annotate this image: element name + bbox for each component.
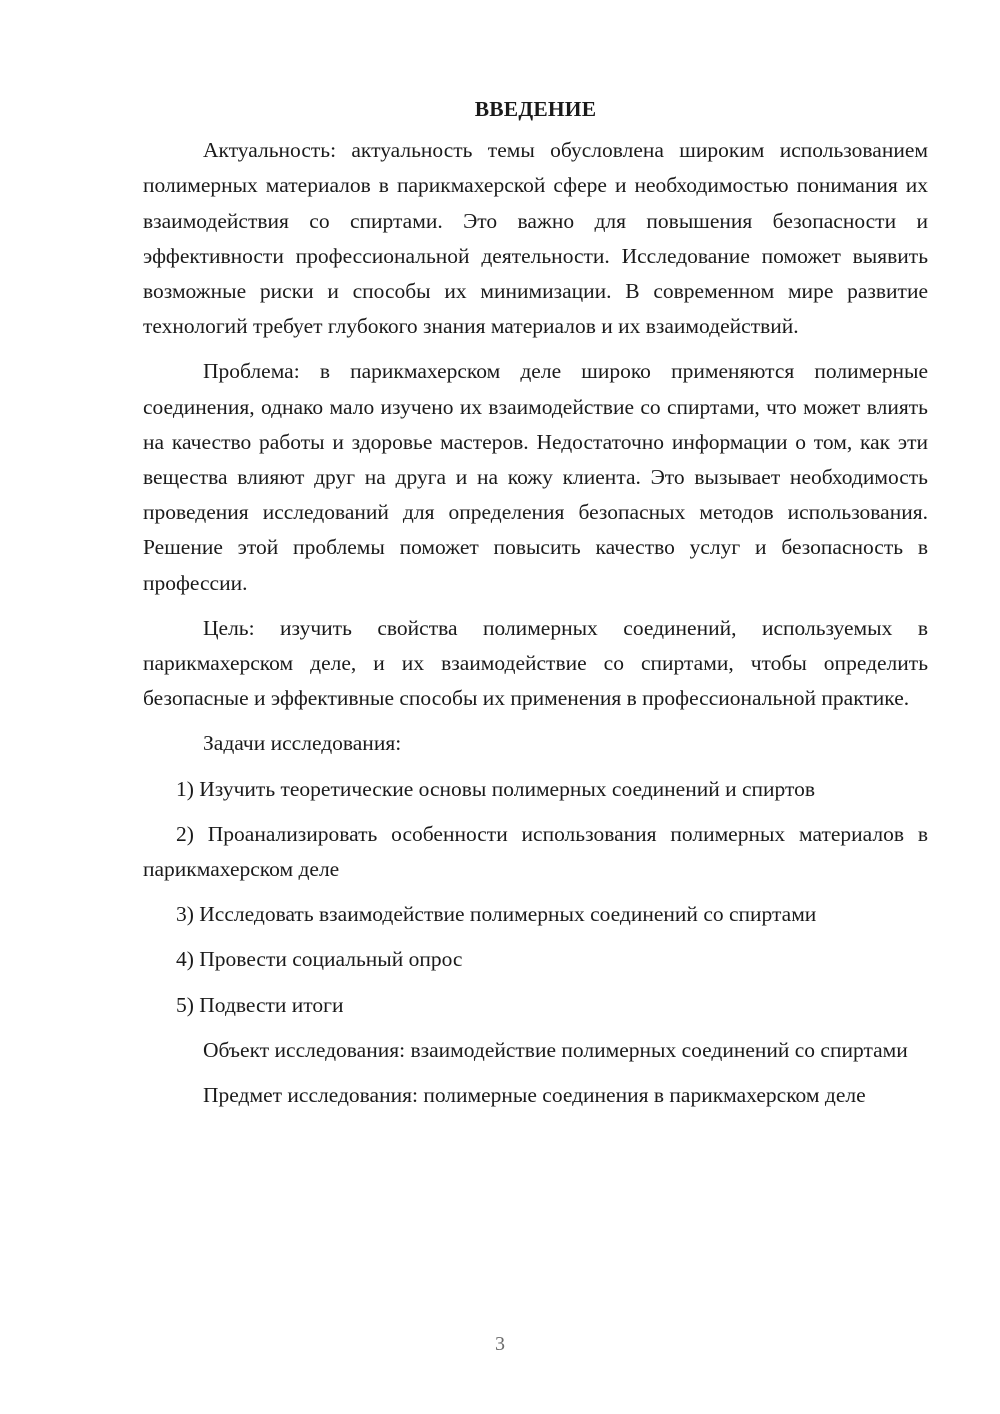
page-number: 3 <box>495 1333 505 1355</box>
page-title: ВВЕДЕНИЕ <box>474 97 597 121</box>
task-item-5: 5) Подвести итоги <box>176 992 344 1017</box>
tasks-heading: Задачи исследования: <box>203 731 402 756</box>
paragraph-goal: Цель: изучить свойства полимерных соединений, используемых в парикмахерском деле, и их взаимодействие со спиртами, чтобы определить безопасные и эффективные способы их применения в профессиональной практике. <box>143 615 928 711</box>
paragraph-problem: Проблема: в парикмахерском деле широко применяются полимерные соединения, однако мало изучено их взаимодействие со спиртами, что может влиять на качество работы и здоровье мастеров. Недостаточно информации о том, как эти вещества влияют друг на друга и на кожу клиента. Это вызывает необходимость проведения исследований для определения безопасных методов использования. Решение этой проблемы поможет повысить качество услуг и безопасность в профессии. <box>143 359 928 595</box>
task-item-4: 4) Провести социальный опрос <box>176 947 463 972</box>
task-item-3: 3) Исследовать взаимодействие полимерных соединений со спиртами <box>176 902 817 927</box>
paragraph-relevance: Актуальность: актуальность темы обусловлена широким использованием полимерных материалов в парикмахерской сфере и необходимостью понимания их взаимодействия со спиртами. Это важно для повышения безопасности и эффективности профессиональной деятельности. Исследование поможет выявить возможные риски и способы их минимизации. В современном мире развитие технологий требует глубокого знания материалов и их взаимодействий. <box>143 138 928 339</box>
paragraph-object: Объект исследования: взаимодействие полимерных соединений со спиртами <box>203 1037 908 1062</box>
task-item-1: 1) Изучить теоретические основы полимерных соединений и спиртов <box>176 776 816 801</box>
task-item-2: 2) Проанализировать особенности использования полимерных материалов в парикмахерском деле <box>143 821 928 882</box>
paragraph-subject: Предмет исследования: полимерные соединения в парикмахерском деле <box>203 1083 866 1108</box>
document-page <box>143 92 928 1123</box>
